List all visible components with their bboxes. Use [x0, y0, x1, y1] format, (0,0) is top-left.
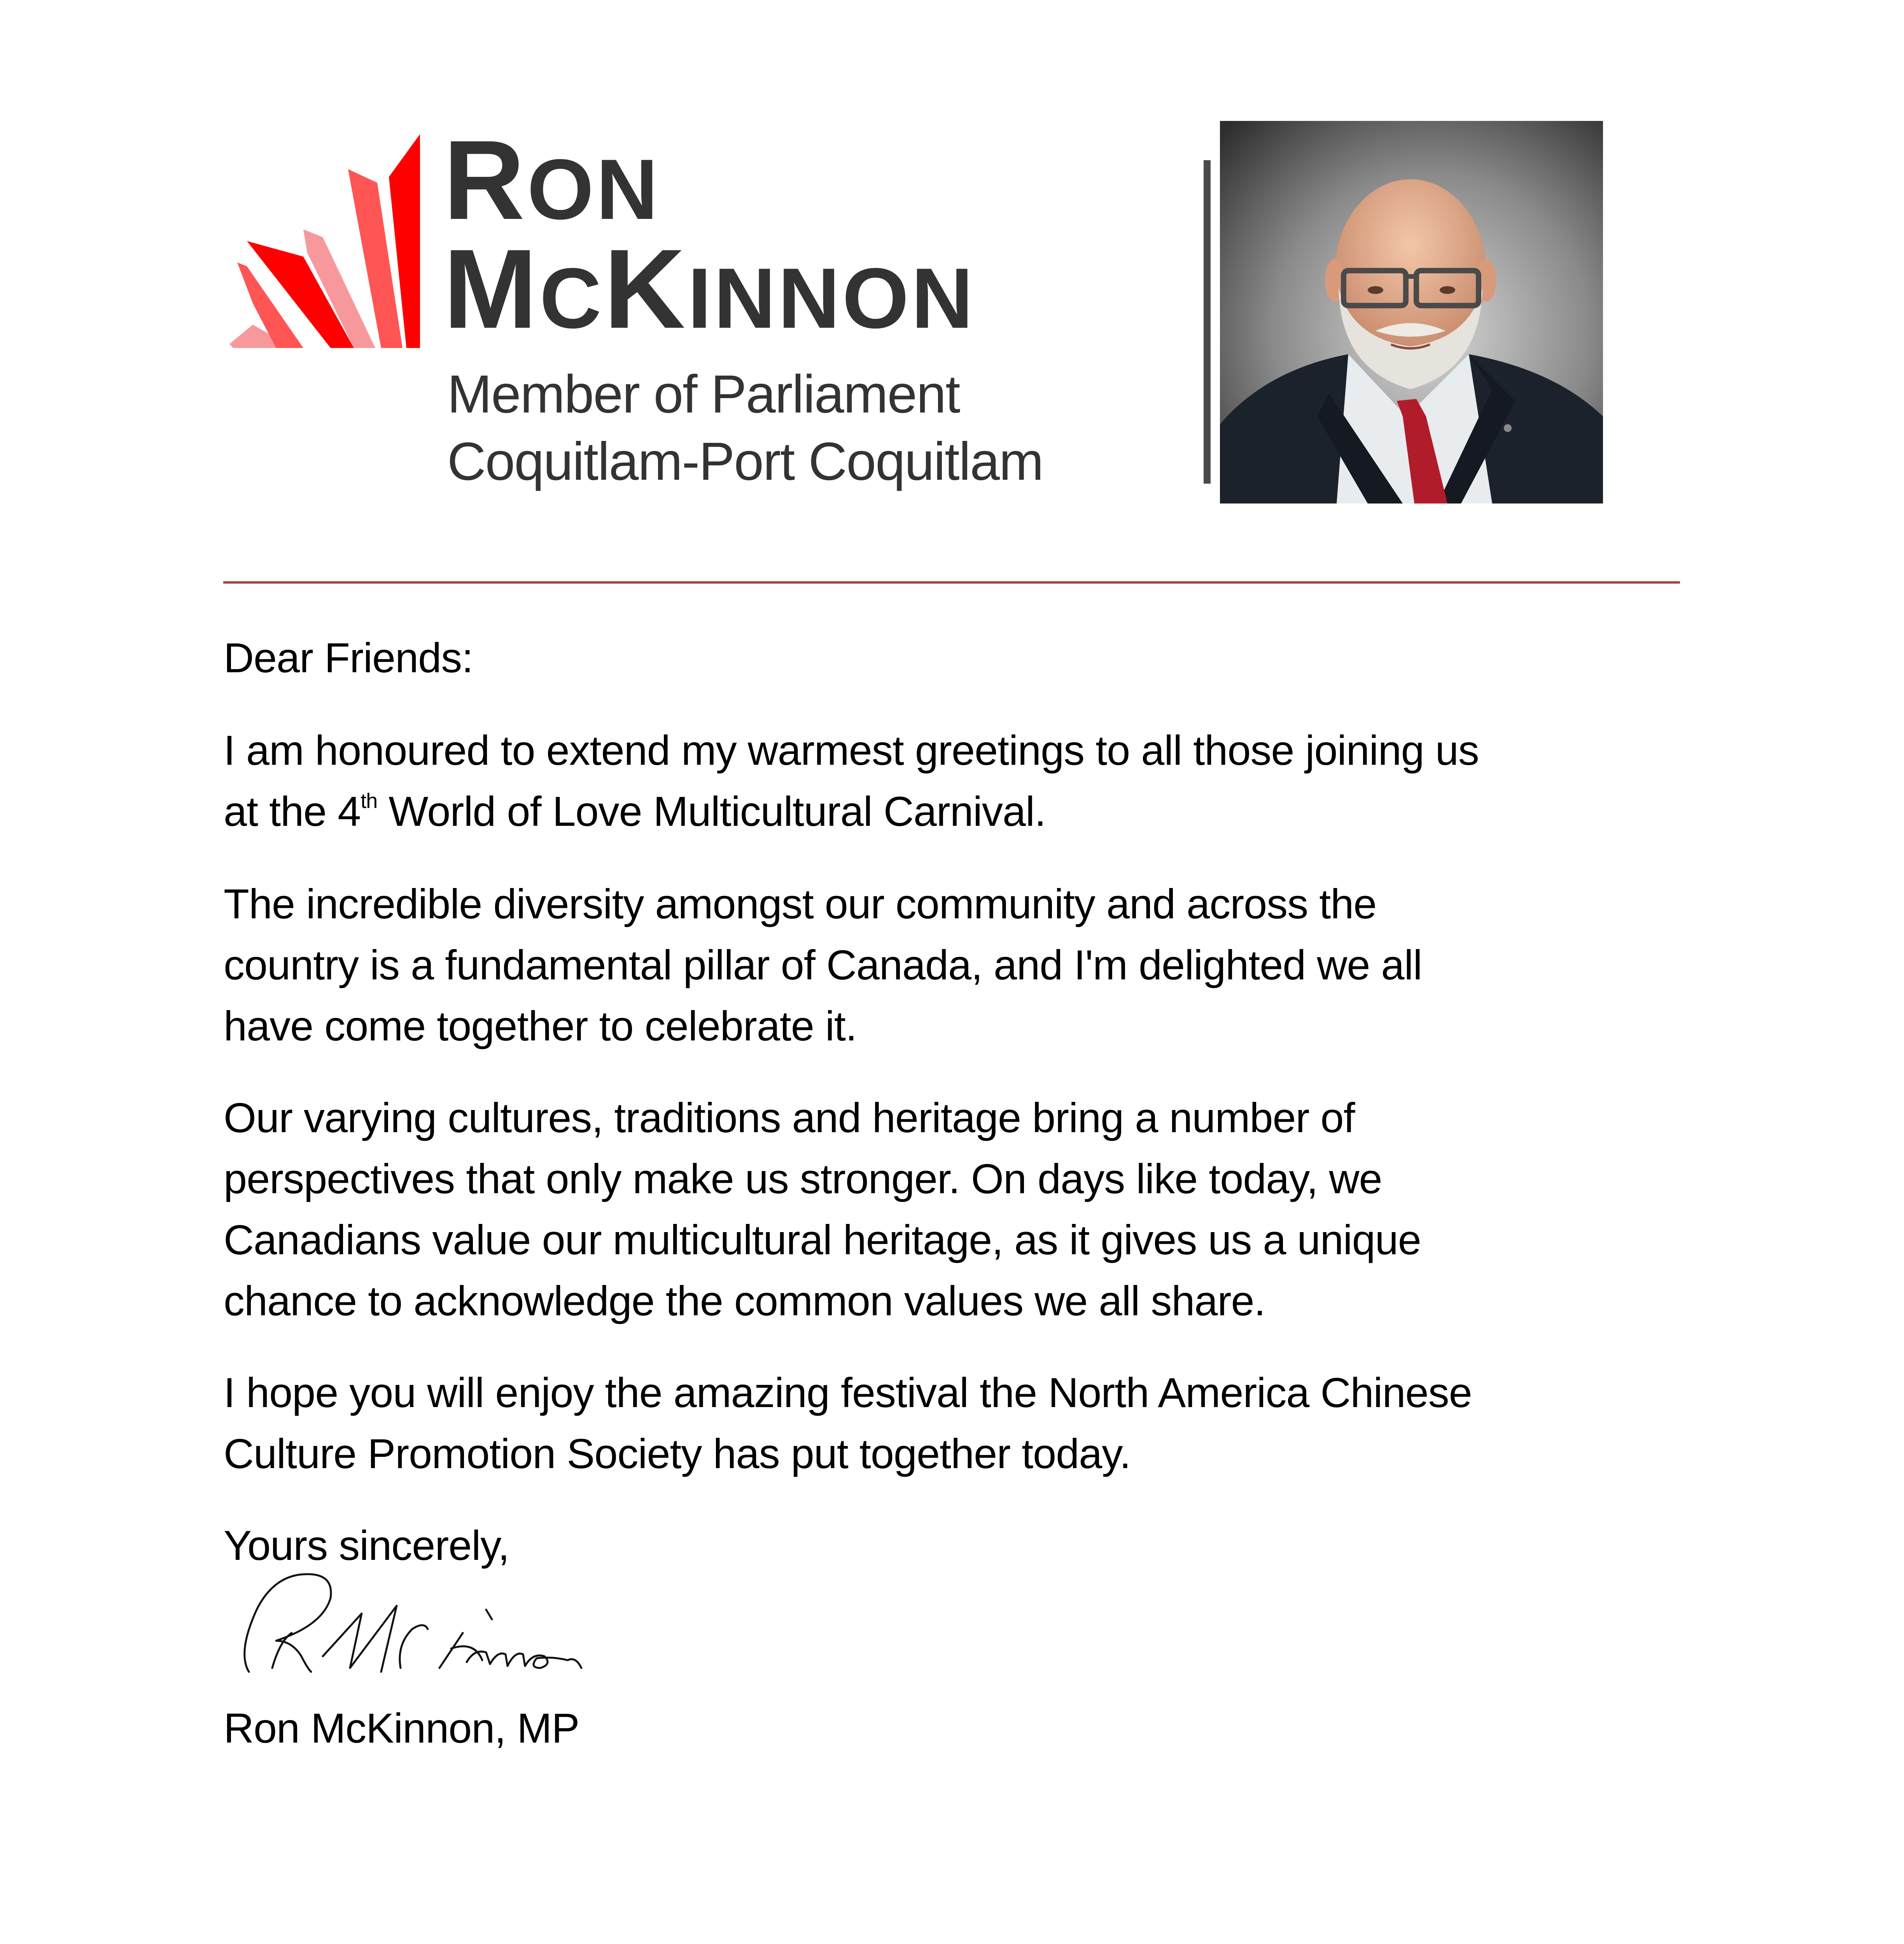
ordinal-suffix: th: [360, 789, 378, 813]
logo-name-last-k: K: [604, 226, 688, 352]
closing: Yours sincerely,: [224, 1522, 509, 1569]
letter-line: I hope you will enjoy the amazing festival the North America Chinese: [224, 1369, 1472, 1416]
letter-line: perspectives that only make us stronger. On days like today, we: [224, 1155, 1382, 1202]
letter-line: have come together to celebrate it.: [224, 1002, 857, 1049]
logo-name-first: [443, 117, 661, 243]
letter-line: I am honoured to extend my warmest greetings to all those joining us: [224, 727, 1479, 774]
letter-line: Culture Promotion Society has put together today.: [224, 1430, 1131, 1477]
letter-line: Our varying cultures, traditions and heritage bring a number of: [224, 1094, 1355, 1141]
header-rule: [223, 581, 1680, 584]
letter-line: chance to acknowledge the common values we all share.: [224, 1277, 1265, 1324]
signatory-name: Ron McKinnon, MP: [224, 1704, 579, 1752]
logo-name-last: [443, 226, 976, 352]
signature-image: [233, 1551, 642, 1691]
letter-line: Canadians value our multicultural heritage, as it gives us a unique: [224, 1216, 1421, 1263]
salutation: Dear Friends:: [224, 634, 473, 681]
letter-line-post: World of Love Multicultural Carnival.: [377, 788, 1046, 835]
logo-name-first-initial: R: [443, 117, 527, 243]
logo-riding: Coquitlam-Port Coquitlam: [447, 432, 1043, 491]
logo-name-last-rest: INNON: [688, 250, 976, 346]
header-divider: [1204, 160, 1211, 484]
logo-role: Member of Parliament: [447, 364, 960, 424]
letter-line-pre: at the 4: [224, 788, 361, 835]
logo-name-last-c: C: [539, 250, 604, 346]
letter-line: [224, 788, 1046, 835]
portrait-photo: [1220, 121, 1603, 503]
letter-line: country is a fundamental pillar of Canada, and I'm delighted we all: [224, 941, 1422, 988]
logo-maple-stripes-icon: [229, 128, 424, 354]
letter-line: The incredible diversity amongst our community and across the: [224, 880, 1377, 927]
logo-name-first-rest: ON: [527, 141, 661, 237]
logo-name-last-m: M: [443, 226, 540, 352]
